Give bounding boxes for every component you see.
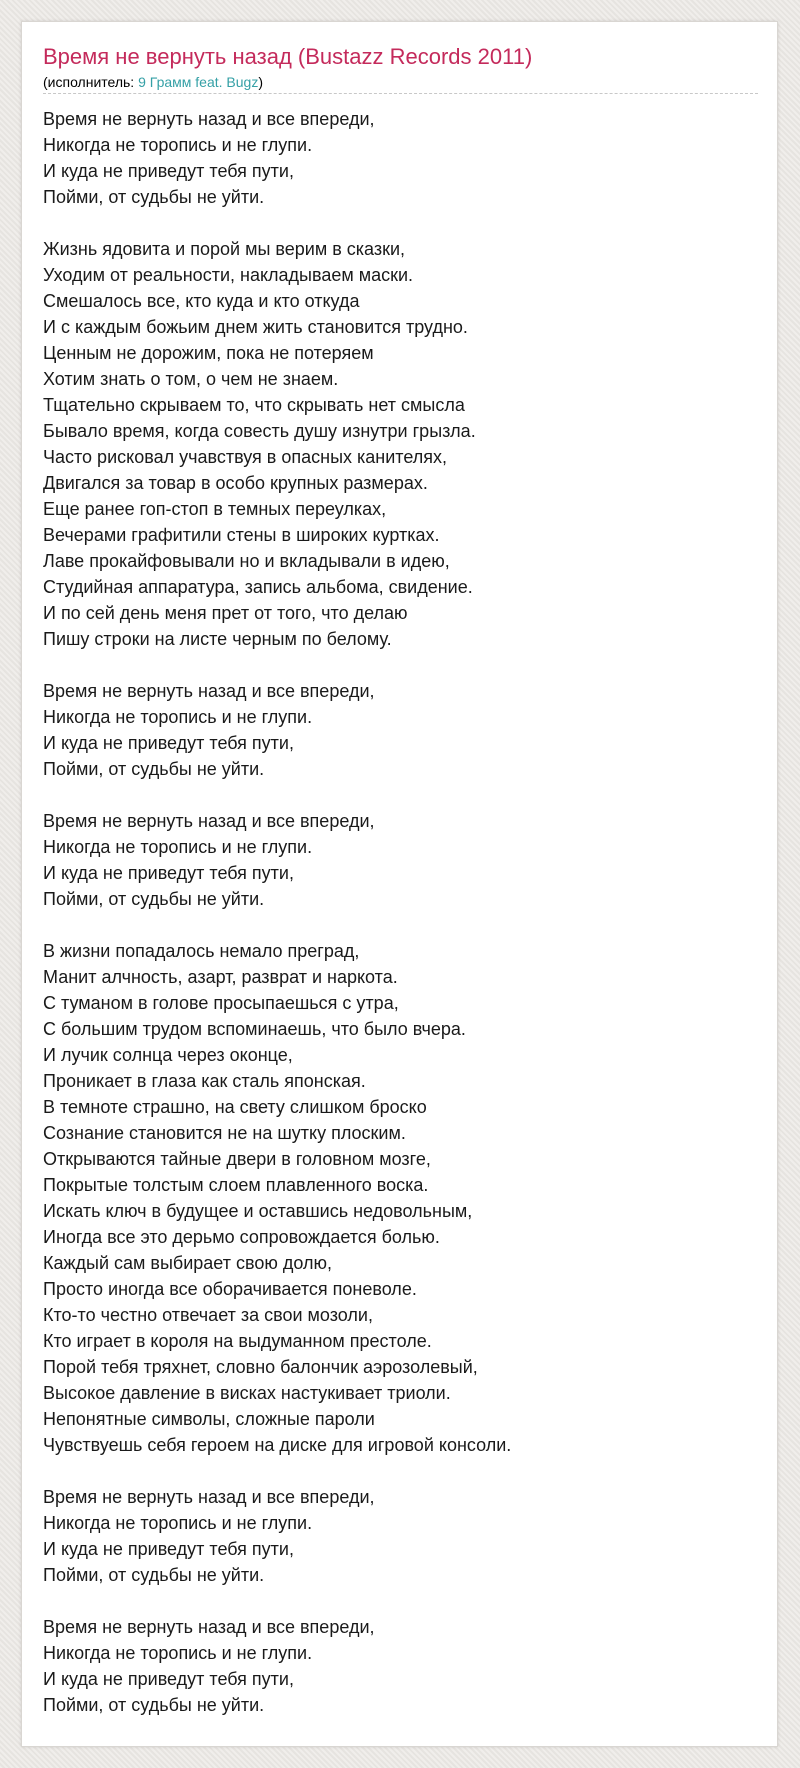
performer-line bbox=[43, 74, 263, 90]
lyrics-body bbox=[43, 106, 758, 1744]
lyrics-stanza bbox=[43, 1614, 758, 1718]
lyrics-line: Смешалось все, кто куда и кто откуда bbox=[43, 291, 360, 311]
lyrics-line: Время не вернуть назад и все впереди, bbox=[43, 1617, 375, 1637]
lyrics-line: Часто рисковал учавствуя в опасных канителях, bbox=[43, 447, 447, 467]
lyrics-line: В темноте страшно, на свету слишком броско bbox=[43, 1097, 427, 1117]
lyrics-line: Ценным не дорожим, пока не потеряем bbox=[43, 343, 374, 363]
lyrics-line: Кто играет в короля на выдуманном престоле. bbox=[43, 1331, 432, 1351]
lyrics-line: Пойми, от судьбы не уйти. bbox=[43, 889, 265, 909]
lyrics-line: Кто-то честно отвечает за свои мозоли, bbox=[43, 1305, 373, 1325]
lyrics-line: Пойми, от судьбы не уйти. bbox=[43, 1565, 265, 1585]
lyrics-line: Пишу строки на листе черным по белому. bbox=[43, 629, 392, 649]
lyrics-line: Чувствуешь себя героем на диске для игровой консоли. bbox=[43, 1435, 512, 1455]
lyrics-line: Вечерами графитили стены в широких куртках. bbox=[43, 525, 440, 545]
lyrics-line: Хотим знать о том, о чем не знаем. bbox=[43, 369, 339, 389]
lyrics-line: Сознание становится не на шутку плоским. bbox=[43, 1123, 406, 1143]
lyrics-line: И с каждым божьим днем жить становится трудно. bbox=[43, 317, 468, 337]
lyrics-line: Никогда не торопись и не глупи. bbox=[43, 837, 313, 857]
lyrics-line: Тщательно скрываем то, что скрывать нет смысла bbox=[43, 395, 465, 415]
lyrics-line: Бывало время, когда совесть душу изнутри грызла. bbox=[43, 421, 476, 441]
lyrics-stanza bbox=[43, 106, 758, 210]
lyrics-line: Порой тебя тряхнет, словно балончик аэрозолевый, bbox=[43, 1357, 478, 1377]
lyrics-line: Высокое давление в висках настукивает триоли. bbox=[43, 1383, 451, 1403]
lyrics-line: Никогда не торопись и не глупи. bbox=[43, 1513, 313, 1533]
lyrics-line: И куда не приведут тебя пути, bbox=[43, 1669, 294, 1689]
lyrics-line: Жизнь ядовита и порой мы верим в сказки, bbox=[43, 239, 406, 259]
lyrics-line: И куда не приведут тебя пути, bbox=[43, 863, 294, 883]
lyrics-line: Искать ключ в будущее и оставшись недовольным, bbox=[43, 1201, 473, 1221]
performer-prefix: (исполнитель: bbox=[43, 74, 139, 90]
lyrics-stanza bbox=[43, 808, 758, 912]
lyrics-line: Время не вернуть назад и все впереди, bbox=[43, 109, 375, 129]
lyrics-line: Пойми, от судьбы не уйти. bbox=[43, 759, 265, 779]
lyrics-line: Открываются тайные двери в головном мозге, bbox=[43, 1149, 431, 1169]
lyrics-line: Никогда не торопись и не глупи. bbox=[43, 707, 313, 727]
lyrics-line: Непонятные символы, сложные пароли bbox=[43, 1409, 375, 1429]
lyrics-line: Пойми, от судьбы не уйти. bbox=[43, 187, 265, 207]
lyrics-line: С туманом в голове просыпаешься с утра, bbox=[43, 993, 399, 1013]
lyrics-line: Пойми, от судьбы не уйти. bbox=[43, 1695, 265, 1715]
lyrics-stanza bbox=[43, 678, 758, 782]
lyrics-line: Каждый сам выбирает свою долю, bbox=[43, 1253, 332, 1273]
lyrics-line: Еще ранее гоп-стоп в темных переулках, bbox=[43, 499, 387, 519]
lyrics-line: Уходим от реальности, накладываем маски. bbox=[43, 265, 414, 285]
lyrics-line: И куда не приведут тебя пути, bbox=[43, 161, 294, 181]
performer-link[interactable]: 9 Грамм feat. Bugz bbox=[138, 74, 259, 90]
lyrics-line: И куда не приведут тебя пути, bbox=[43, 733, 294, 753]
lyrics-line: Двигался за товар в особо крупных размерах. bbox=[43, 473, 428, 493]
title-divider bbox=[43, 93, 758, 94]
lyrics-line: И куда не приведут тебя пути, bbox=[43, 1539, 294, 1559]
lyrics-line: Никогда не торопись и не глупи. bbox=[43, 135, 313, 155]
lyrics-line: В жизни попадалось немало преград, bbox=[43, 941, 360, 961]
lyrics-line: Покрытые толстым слоем плавленного воска. bbox=[43, 1175, 429, 1195]
performer-suffix: ) bbox=[258, 74, 263, 90]
song-title: Время не вернуть назад (Bustazz Records 2011) bbox=[43, 44, 533, 69]
lyrics-line: Проникает в глаза как сталь японская. bbox=[43, 1071, 366, 1091]
lyrics-line: Иногда все это дерьмо сопровождается болью. bbox=[43, 1227, 440, 1247]
lyrics-line: Студийная аппаратура, запись альбома, свидение. bbox=[43, 577, 473, 597]
lyrics-line: Лаве прокайфовывали но и вкладывали в идею, bbox=[43, 551, 450, 571]
lyrics-card bbox=[21, 21, 778, 1747]
lyrics-line: Время не вернуть назад и все впереди, bbox=[43, 1487, 375, 1507]
lyrics-line: Никогда не торопись и не глупи. bbox=[43, 1643, 313, 1663]
lyrics-stanza bbox=[43, 236, 758, 652]
lyrics-line: С большим трудом вспоминаешь, что было вчера. bbox=[43, 1019, 466, 1039]
lyrics-line: Время не вернуть назад и все впереди, bbox=[43, 681, 375, 701]
lyrics-line: И лучик солнца через оконце, bbox=[43, 1045, 293, 1065]
lyrics-line: Манит алчность, азарт, разврат и наркота. bbox=[43, 967, 398, 987]
lyrics-line: Время не вернуть назад и все впереди, bbox=[43, 811, 375, 831]
lyrics-stanza bbox=[43, 1484, 758, 1588]
lyrics-line: И по сей день меня прет от того, что делаю bbox=[43, 603, 408, 623]
lyrics-stanza bbox=[43, 938, 758, 1458]
lyrics-line: Просто иногда все оборачивается поневоле. bbox=[43, 1279, 417, 1299]
